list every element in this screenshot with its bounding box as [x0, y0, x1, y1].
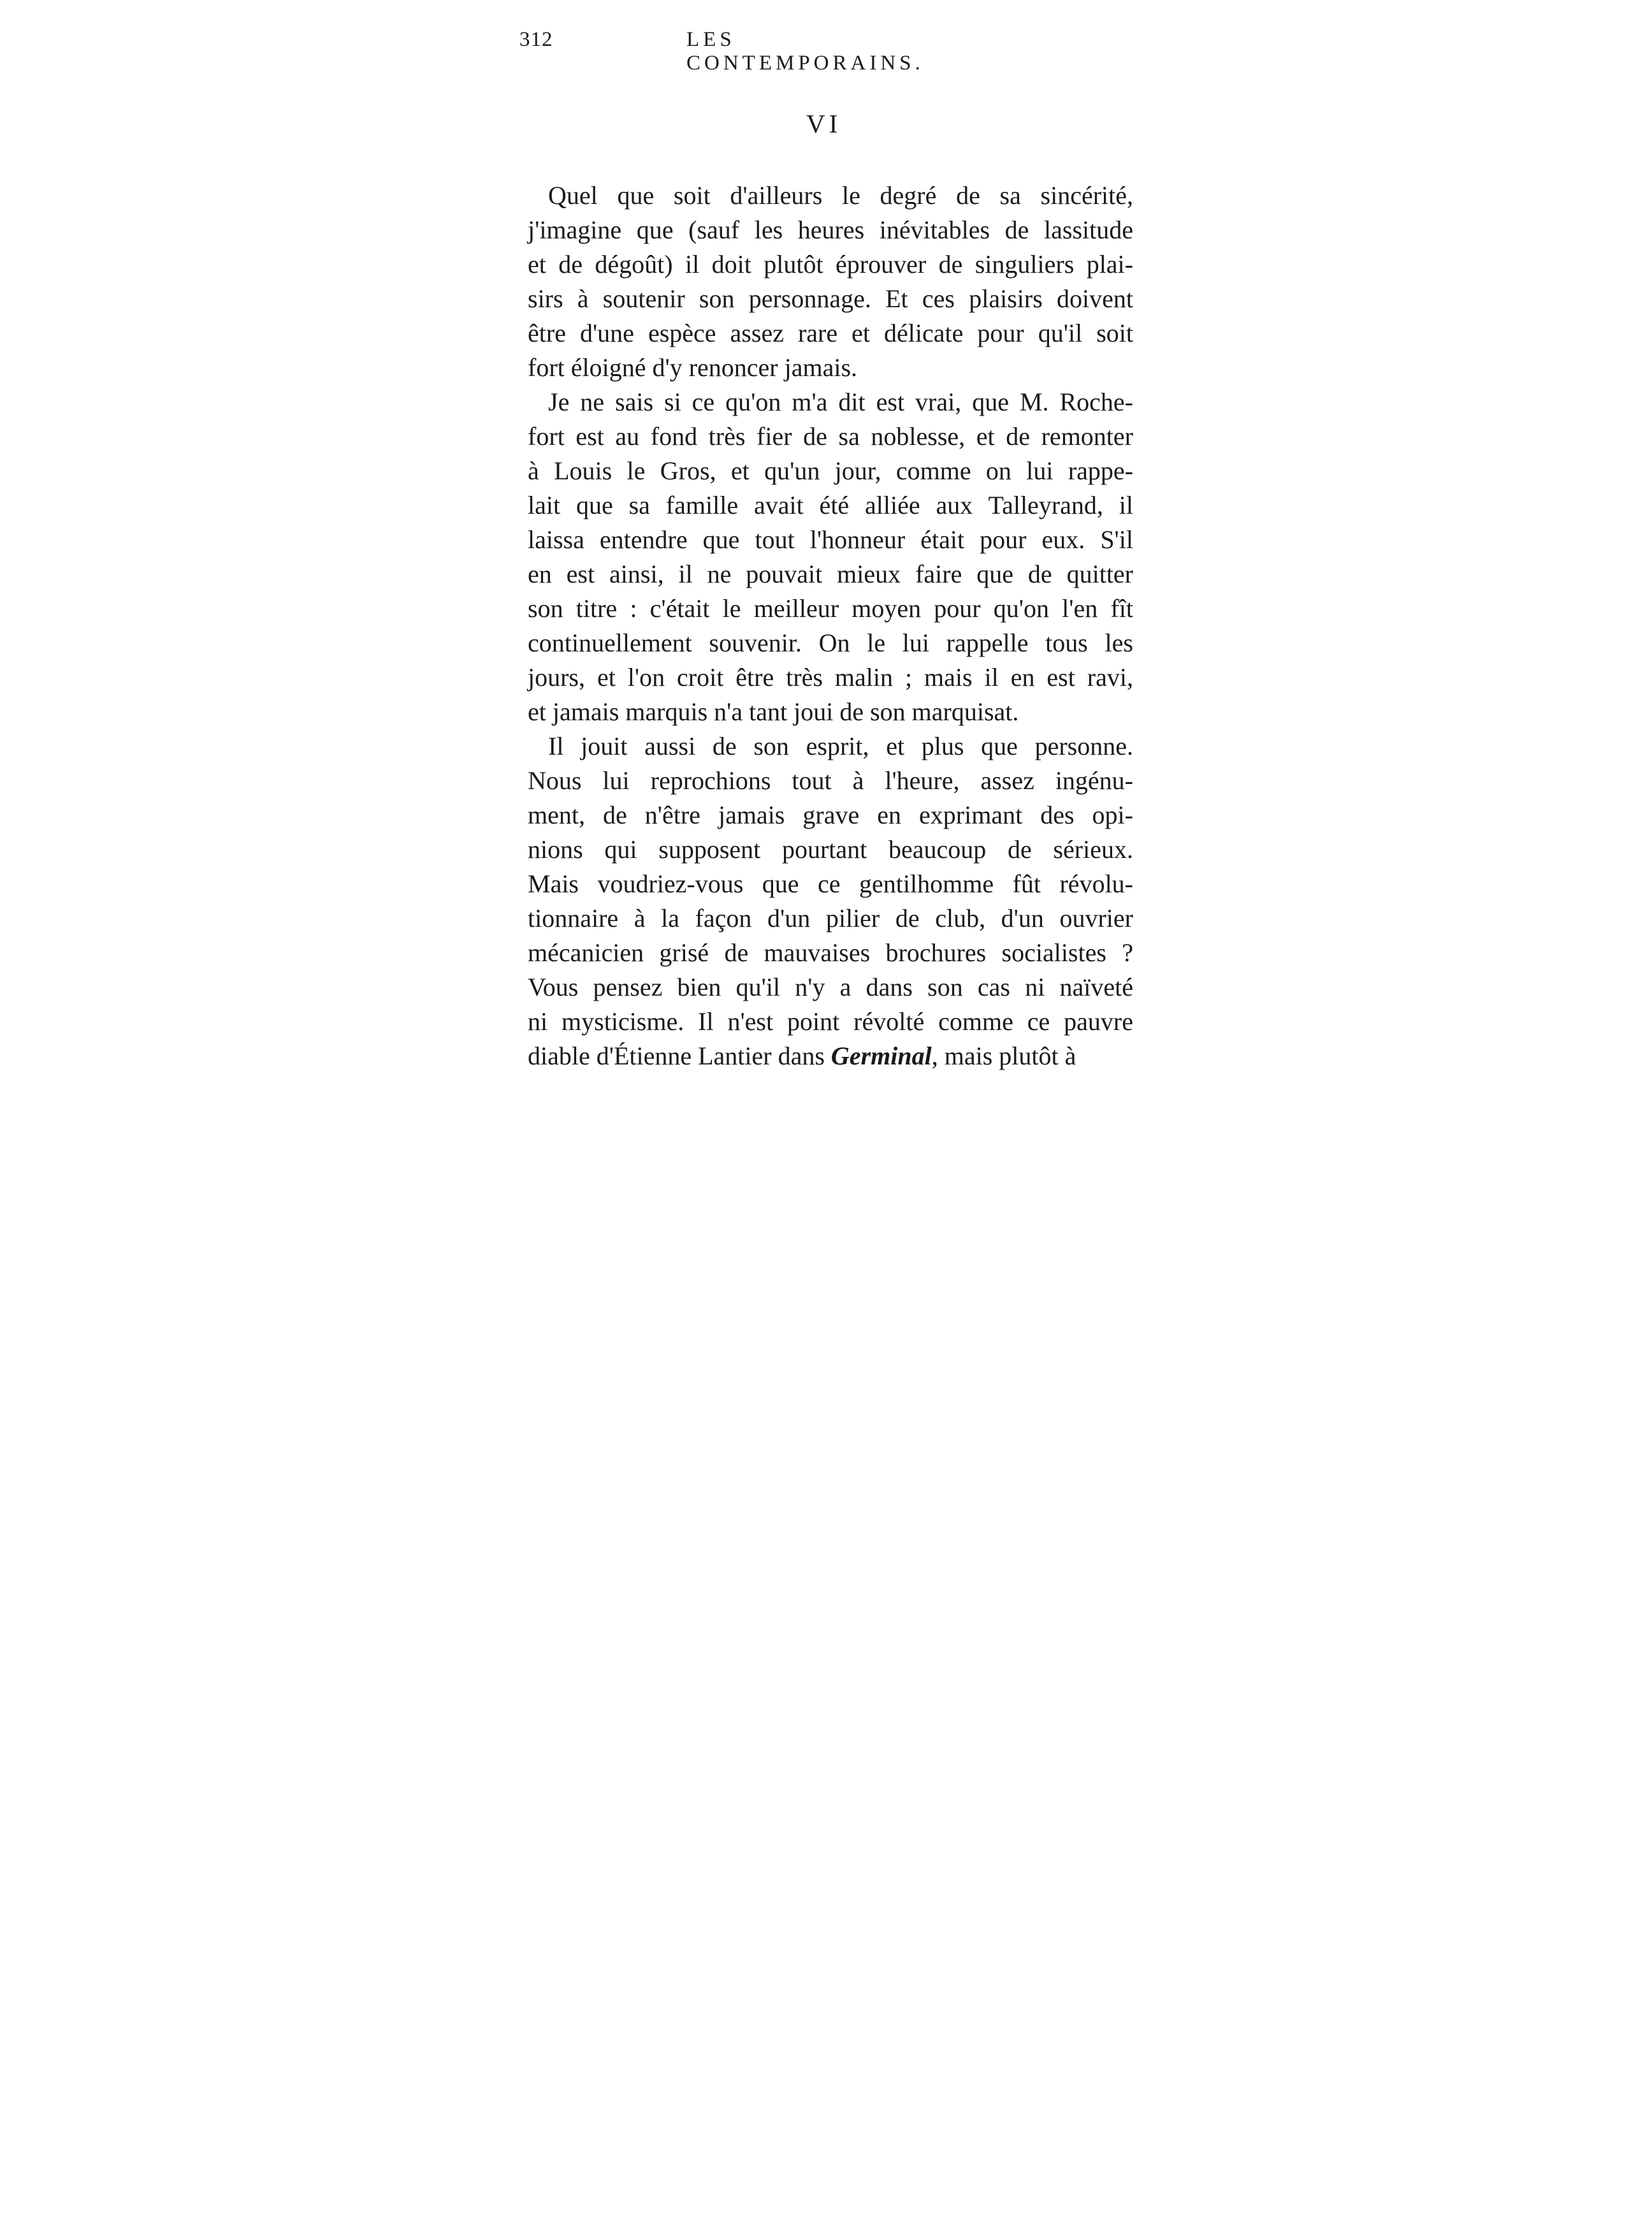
running-title: LES CONTEMPORAINS.: [686, 28, 924, 75]
text-line: Vous pensez bien qu'il n'y a dans son cas ni naïveté: [528, 973, 1133, 1001]
text-line: en est ainsi, il ne pouvait mieux faire que de quitter: [528, 560, 1133, 588]
book-title-emphasis: Germinal: [830, 1042, 932, 1070]
text-line: jours, et l'on croit être très malin ; mais il en est ravi,: [528, 663, 1133, 692]
text-line: Quel que soit d'ailleurs le degré de sa sincérité,: [548, 181, 1133, 210]
paragraph-3: [528, 729, 1133, 1073]
text-line: tionnaire à la façon d'un pilier de club, d'un ouvrier: [528, 904, 1133, 933]
page-number: 312: [519, 28, 553, 51]
text-line: et jamais marquis n'a tant joui de son marquisat.: [528, 697, 1019, 726]
text-line: laissa entendre que tout l'honneur était pour eux. S'il: [528, 525, 1133, 554]
text-line: continuellement souvenir. On le lui rappelle tous les: [528, 628, 1133, 657]
text-line: son titre : c'était le meilleur moyen pour qu'on l'en fît: [528, 594, 1133, 623]
text-line: ni mysticisme. Il n'est point révolté comme ce pauvre: [528, 1007, 1133, 1036]
paragraph-1: [528, 178, 1133, 385]
paragraph-2: [528, 385, 1133, 729]
text-line: fort est au fond très fier de sa noblesse, et de remonter: [528, 422, 1133, 451]
line-text-before: diable d'Étienne Lantier dans: [528, 1042, 831, 1070]
text-line: Je ne sais si ce qu'on m'a dit est vrai, que M. Roche-: [548, 388, 1133, 416]
text-line: sirs à soutenir son personnage. Et ces plaisirs doivent: [528, 284, 1133, 313]
text-line: Nous lui reprochions tout à l'heure, assez ingénu-: [528, 766, 1133, 795]
text-line: j'imagine que (sauf les heures inévitables de lassitude: [528, 215, 1133, 244]
text-line: mécanicien grisé de mauvaises brochures socialistes ?: [528, 938, 1133, 967]
text-line: et de dégoût) il doit plutôt éprouver de singuliers plai-: [528, 250, 1133, 279]
running-header: [519, 28, 972, 75]
text-line: ment, de n'être jamais grave en exprimant des opi-: [528, 801, 1133, 829]
text-line: Il jouit aussi de son esprit, et plus que personne.: [548, 732, 1133, 760]
body-text: [528, 178, 1133, 1073]
text-line-final: [528, 1039, 1133, 1073]
text-line: fort éloigné d'y renoncer jamais.: [528, 353, 858, 382]
text-line: nions qui supposent pourtant beaucoup de sérieux.: [528, 835, 1133, 864]
text-line: à Louis le Gros, et qu'un jour, comme on lui rappe-: [528, 456, 1133, 485]
line-text-after: , mais plutôt à: [931, 1042, 1076, 1070]
text-line: être d'une espèce assez rare et délicate pour qu'il soit: [528, 319, 1133, 347]
text-line: lait que sa famille avait été alliée aux Talleyrand, il: [528, 491, 1133, 519]
text-line: Mais voudriez-vous que ce gentilhomme fût révolu-: [528, 869, 1133, 898]
section-heading: VI: [806, 109, 842, 138]
